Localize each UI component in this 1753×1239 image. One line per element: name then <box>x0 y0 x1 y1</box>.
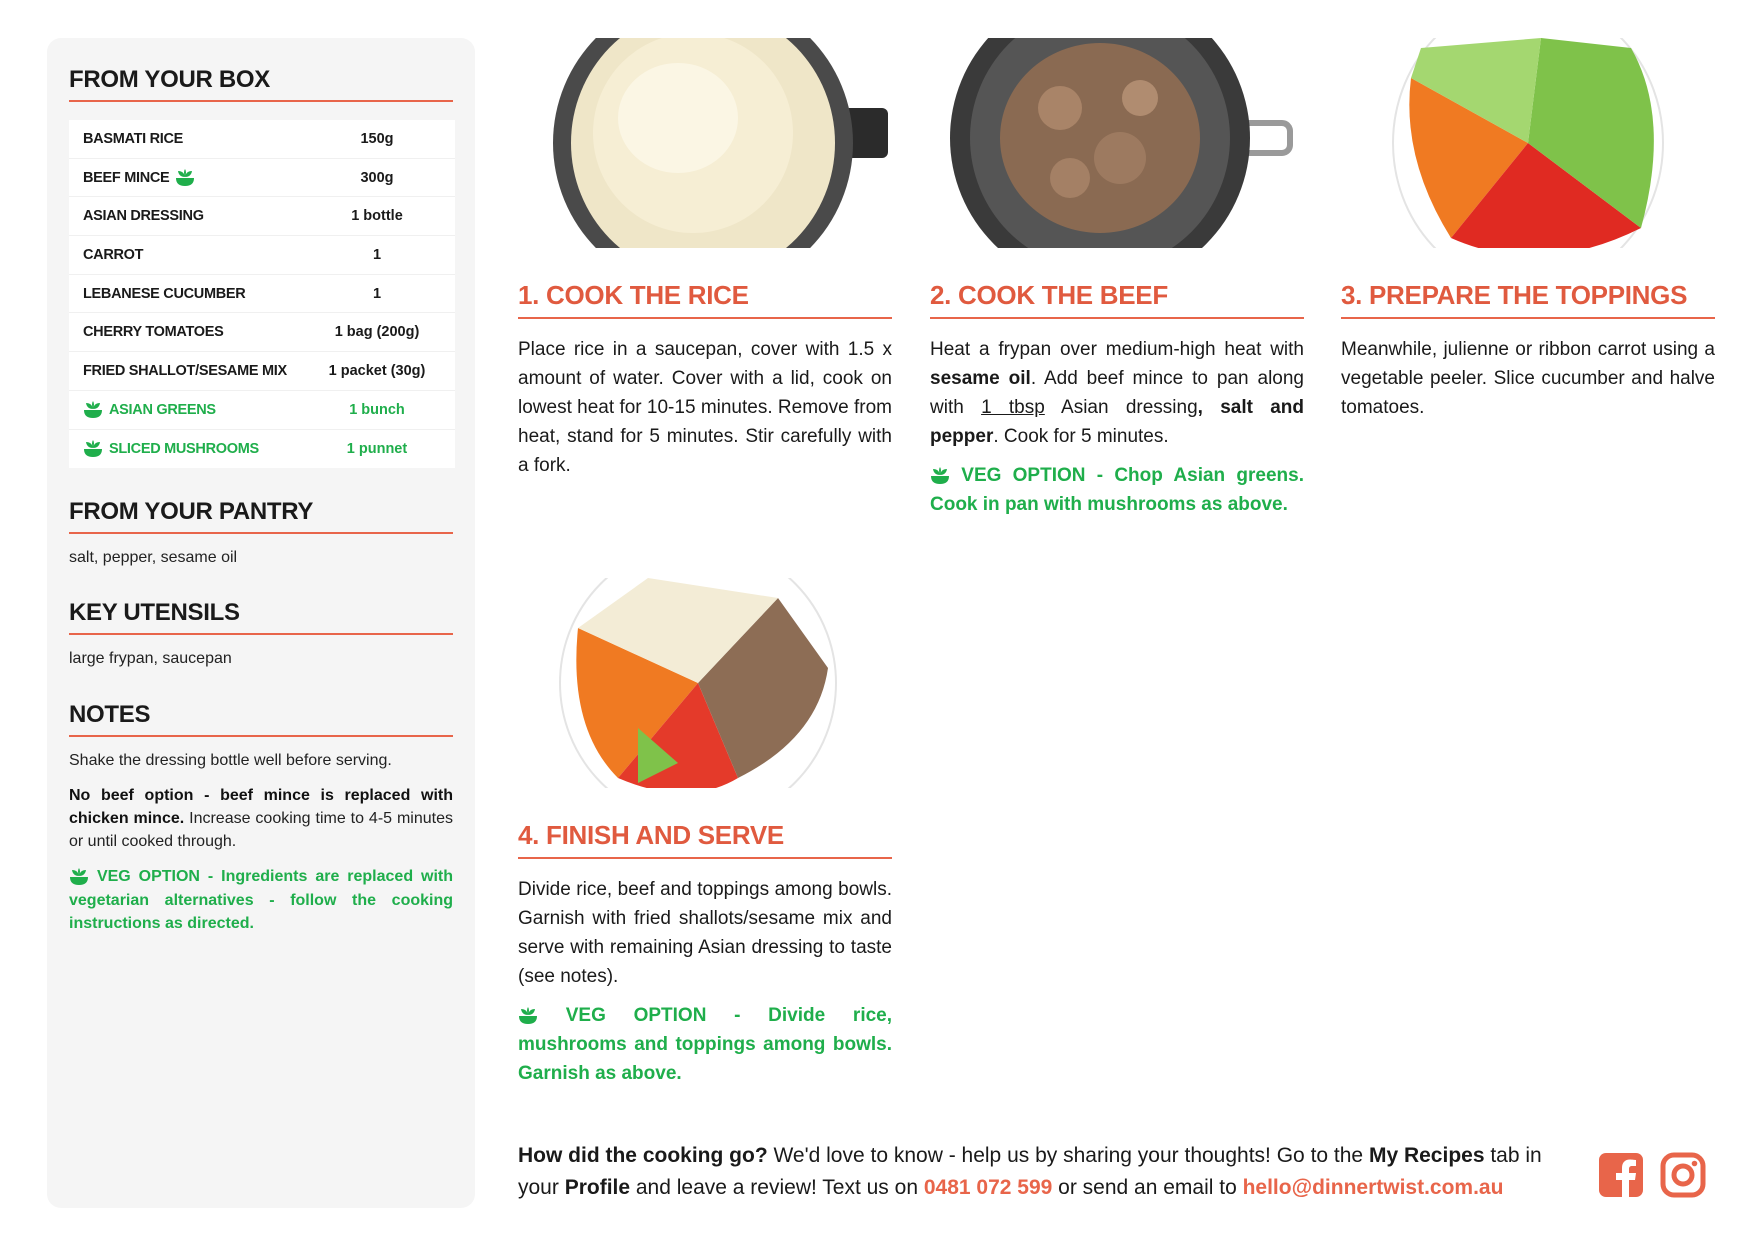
step-1-title: 1. COOK THE RICE <box>518 280 892 319</box>
ingredient-name <box>83 286 313 302</box>
footer-email-link[interactable]: hello@dinnertwist.com.au <box>1242 1176 1504 1199</box>
ingredient-name <box>83 131 313 147</box>
ingredient-qty: 1 packet (30g) <box>328 362 426 379</box>
step-cook-rice <box>518 38 892 480</box>
step-3-text: Meanwhile, julienne or ribbon carrot using a vegetable peeler. Slice cucumber and halve tomatoes. <box>1341 339 1715 418</box>
notes-heading: NOTES <box>69 701 453 737</box>
footer-text-d: or send an email to <box>1052 1176 1243 1199</box>
ingredient-qty: 150g <box>360 130 394 147</box>
note-veg-text: VEG OPTION - Ingredients are replaced with vegetarian alternatives - follow the cooking instructions as directed. <box>69 868 454 932</box>
ingredient-name <box>83 247 313 263</box>
ingredient-qty: 1 bottle <box>351 208 403 225</box>
beef-frypan-image <box>930 38 1304 248</box>
ingredient-row <box>69 430 455 469</box>
ingredient-row <box>69 352 455 391</box>
step-2-text-c: Asian dressing <box>1044 397 1198 418</box>
ingredient-row <box>69 197 455 236</box>
step-finish-serve <box>518 578 892 1088</box>
ingredient-name-label: LEBANESE CUCUMBER <box>83 285 246 302</box>
step-2-sesame-oil: sesame oil <box>930 368 1031 389</box>
ingredient-row <box>69 275 455 314</box>
ingredient-row <box>69 313 455 352</box>
ingredient-row <box>69 236 455 275</box>
instagram-icon[interactable] <box>1660 1152 1706 1198</box>
rice-saucepan-image <box>518 38 892 248</box>
toppings-plate-image <box>1341 38 1715 248</box>
ingredient-name <box>83 324 313 340</box>
ingredient-qty: 1 <box>372 246 382 263</box>
ingredient-name <box>83 401 313 419</box>
from-your-pantry-heading: FROM YOUR PANTRY <box>69 498 453 534</box>
ingredient-qty: 1 <box>372 285 382 302</box>
ingredient-qty: 300g <box>360 169 394 186</box>
ingredient-name <box>83 363 313 379</box>
ingredient-name <box>83 169 313 187</box>
ingredient-name-label: FRIED SHALLOT/SESAME MIX <box>83 362 287 379</box>
leaf-bowl-icon <box>83 440 103 458</box>
step-2-text <box>930 335 1304 451</box>
footer-question: How did the cooking go? <box>518 1144 768 1167</box>
ingredients-table <box>69 120 455 468</box>
ingredient-name-label: BASMATI RICE <box>83 130 184 147</box>
footer-phone-link[interactable]: 0481 072 599 <box>923 1176 1053 1199</box>
footer-text-b: tab in your <box>518 1144 1542 1199</box>
step-4-text: Divide rice, beef and toppings among bowls. Garnish with fried shallots/sesame mix and serve with remaining Asian dressing to taste (see notes). <box>518 879 892 987</box>
step-2-text-d: . Cook for 5 minutes. <box>993 426 1169 447</box>
footer-my-recipes: My Recipes <box>1368 1144 1485 1167</box>
leaf-bowl-icon <box>930 467 950 485</box>
leaf-bowl-icon <box>83 401 103 419</box>
feedback-footer <box>518 1140 1578 1204</box>
leaf-bowl-icon <box>175 169 195 187</box>
step-cook-beef <box>930 38 1304 519</box>
note-no-beef <box>69 784 453 854</box>
pantry-text: salt, pepper, sesame oil <box>69 549 238 567</box>
footer-text-c: and leave a review! Text us on <box>630 1176 924 1199</box>
footer-text-a: We'd love to know - help us by sharing your thoughts! Go to the <box>767 1144 1369 1167</box>
ingredient-name-label: CHERRY TOMATOES <box>83 324 224 341</box>
step-4-title: 4. FINISH AND SERVE <box>518 820 892 859</box>
leaf-bowl-icon <box>69 868 89 886</box>
note-veg-option <box>69 865 453 935</box>
footer-profile: Profile <box>564 1176 631 1199</box>
ingredient-qty: 1 bag (200g) <box>334 324 420 341</box>
step-4-veg-option <box>518 1001 892 1088</box>
key-utensils-heading: KEY UTENSILS <box>69 599 453 635</box>
step-2-text-b: . Add beef mince to pan along with <box>930 368 1304 418</box>
step-prepare-toppings <box>1341 38 1715 422</box>
step-2-title: 2. COOK THE BEEF <box>930 280 1304 319</box>
step-2-veg-text: VEG OPTION - Chop Asian greens. Cook in pan with mushrooms as above. <box>930 465 1305 515</box>
step-1-text: Place rice in a saucepan, cover with 1.5 x amount of water. Cover with a lid, cook on lowest heat for 10-15 minutes. Remove from heat, stand for 5 minutes. Stir carefully with a fork. <box>518 339 892 476</box>
ingredient-name <box>83 208 313 224</box>
ingredient-name <box>83 440 313 458</box>
ingredient-name-label: ASIAN DRESSING <box>83 208 204 225</box>
step-2-veg-option <box>930 461 1304 519</box>
step-3-title: 3. PREPARE THE TOPPINGS <box>1341 280 1715 319</box>
step-4-veg-text: VEG OPTION - Divide rice, mushrooms and toppings among bowls. Garnish as above. <box>518 1005 893 1084</box>
ingredient-qty: 1 bunch <box>349 401 405 418</box>
ingredient-row <box>69 159 455 198</box>
step-2-salt-pepper: , salt and pepper <box>930 397 1304 447</box>
ingredient-name-label: BEEF MINCE <box>83 169 170 186</box>
step-2-text-a: Heat a frypan over medium-high heat with <box>930 339 1304 360</box>
ingredient-name-label: CARROT <box>83 246 144 263</box>
ingredient-row <box>69 391 455 430</box>
ingredient-name-label: SLICED MUSHROOMS <box>109 440 259 457</box>
note-dressing: Shake the dressing bottle well before serving. <box>69 751 392 769</box>
note-no-beef-bold: No beef option - beef mince is replaced with chicken mince. <box>69 786 453 827</box>
facebook-icon[interactable] <box>1598 1152 1644 1198</box>
from-your-box-heading: FROM YOUR BOX <box>69 66 453 102</box>
finished-bowl-image <box>518 578 892 788</box>
ingredients-sidebar <box>47 38 475 1208</box>
step-2-tbsp: 1 tbsp <box>981 397 1045 418</box>
ingredient-qty: 1 punnet <box>346 440 408 457</box>
note-no-beef-rest: Increase cooking time to 4-5 minutes or until cooked through. <box>69 809 454 851</box>
ingredient-row <box>69 120 455 159</box>
leaf-bowl-icon <box>518 1007 538 1025</box>
utensils-text: large frypan, saucepan <box>69 650 232 668</box>
ingredient-name-label: ASIAN GREENS <box>109 401 216 418</box>
